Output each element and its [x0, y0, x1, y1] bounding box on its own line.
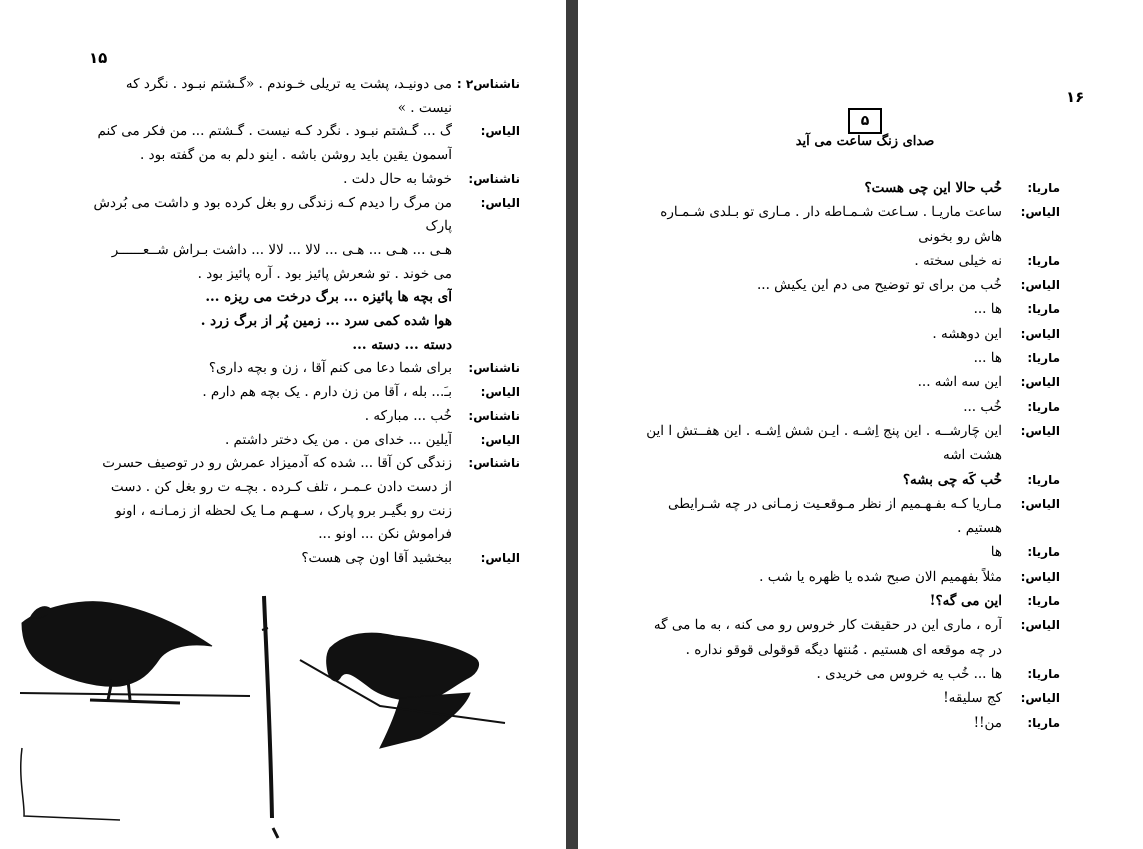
dialog-text [645, 540, 1002, 564]
speaker-name: ماریا: [1027, 181, 1060, 195]
left-crow-drawing [20, 602, 250, 820]
dialog-row [88, 547, 520, 571]
dialog-text [88, 286, 452, 357]
dialog-text-line: این سه اشه ... [917, 374, 1002, 391]
dialog-text [88, 120, 452, 167]
speaker-name: الیاس: [480, 124, 520, 139]
speaker-name: ماریا: [1027, 715, 1060, 730]
dialog-row [645, 200, 1060, 249]
speaker-name: ماریا: [1027, 666, 1060, 681]
dialog-row [88, 405, 520, 429]
dialog-text-line: می دونیـد، پشت یه تریلی خـوندم . «گـشتم نبـود . نگرد که [125, 76, 452, 92]
dialog-text-line: مـاریا کـه بفـهـمیم از نظر مـوقعـیت زمـانی در چه شـرایطی [668, 495, 1002, 512]
dialog-text [88, 73, 452, 120]
dialog-text [645, 589, 1002, 613]
dialog-text [645, 200, 1002, 249]
dialog-text-line: زندگی کن آقا ... شده که آدمیزاد عمرش رو در توصیف حسرت [102, 455, 452, 472]
dialog-row [645, 613, 1060, 662]
dialog-row [645, 297, 1060, 321]
speaker-name: الیاس: [480, 432, 520, 447]
dialog-row [88, 192, 520, 287]
dialog-text-line: برای شما دعا می کنم آقا ، زن و بچه داری؟ [208, 360, 452, 377]
speaker-name: الیاس: [1020, 278, 1060, 293]
dialog-text-line: دسته ... دسته ... [352, 336, 452, 353]
dialog-text-line: خُب من برای تو توضیح می دم این یکیش ... [757, 277, 1002, 294]
dialog-text [645, 249, 1002, 273]
speaker-name: الیاس: [1020, 569, 1060, 584]
dialog-text-line: ببخشید آقا اون چی هست؟ [301, 550, 452, 567]
dialog-row [645, 540, 1060, 564]
dialog-text-line: من مرگ را دیدم کـه زندگی رو بغل کرده بود و داشت می بُردش [93, 194, 452, 211]
dialog-row [645, 492, 1060, 541]
dialog-text-line: آی بچه ها پائیزه ... برگ درخت می ریزه ... [205, 289, 452, 306]
dialog-text-line: پارک [425, 218, 452, 235]
dialog-text-line: نیست . » [397, 99, 452, 116]
dialog-text-line: هستیم . [957, 520, 1002, 537]
dialog-text-line: من!! [973, 714, 1002, 731]
dialog-text [645, 565, 1002, 589]
dialog-text-line: نه خیلی سخته . [914, 252, 1002, 269]
speaker-name: الیاس: [1020, 205, 1060, 220]
dialog-text [645, 322, 1002, 346]
dialog-row [645, 370, 1060, 394]
dialog-text-line: خوشا به حال دلت . [343, 170, 452, 187]
speaker-name: ماریا: [1027, 472, 1060, 487]
dialog-text-line: از دست دادن عـمـر ، تلف کـرده . بچـه ت رو بغل کن . دست [110, 478, 452, 495]
speaker-name: ماریا: [1027, 302, 1060, 317]
dialog-text [88, 381, 452, 405]
scene-title: صدای زنگ ساعت می آید [795, 134, 935, 149]
speaker-name: الیاس: [1020, 375, 1060, 390]
dialog-row [645, 346, 1060, 370]
dialog-text [645, 273, 1002, 297]
right-page-dialog [645, 176, 1060, 735]
speaker-name: الیاس: [480, 551, 520, 566]
dialog-row [88, 357, 520, 381]
dialog-row [645, 322, 1060, 346]
speaker-name: الیاس: [1020, 326, 1060, 341]
left-page-number: ۱۵ [89, 49, 108, 67]
dialog-row [645, 468, 1060, 492]
dialog-row [88, 73, 520, 120]
dialog-text [645, 613, 1002, 662]
dialog-row [645, 273, 1060, 297]
dialog-text-line: ها ... خُب یه خروس می خریدی . [816, 665, 1002, 682]
dialog-row [645, 565, 1060, 589]
speaker-name: ماریا: [1027, 545, 1060, 560]
dialog-row [645, 686, 1060, 710]
left-page-dialog [88, 73, 520, 571]
dialog-row [88, 452, 520, 547]
dialog-row [645, 419, 1060, 468]
dialog-text [88, 168, 452, 192]
dialog-text-line: فراموش نکن ... اونو ... [318, 526, 452, 543]
dialog-text-line: کج سلیقه! [943, 690, 1002, 707]
dialog-text-line: گ ... گـشتم نبـود . نگرد کـه نیست . گـشتم ... من فکر می کنم [97, 123, 452, 140]
dialog-text [645, 395, 1002, 419]
speaker-name: الیاس: [1020, 618, 1060, 633]
speaker-name: ماریا: [1027, 594, 1060, 609]
dialog-text [645, 346, 1002, 370]
right-page-number: ۱۶ [1066, 88, 1085, 106]
dialog-text-line: ساعت ماریـا . سـاعت شـمـاطه دار . مـاری تو بـلدی شـمـاره [660, 204, 1002, 221]
speaker-name: ناشناس: [468, 408, 520, 423]
speaker-name: الیاس: [1020, 496, 1060, 511]
dialog-text-line: هاش رو بخونی [918, 228, 1002, 245]
dialog-text [645, 419, 1002, 468]
speaker-name: ناشناس: [468, 361, 520, 376]
dialog-text [645, 662, 1002, 686]
dialog-text [645, 492, 1002, 541]
dialog-text-line: آسمون یقین باید روشن باشه . اینو دلم به من گفته بود . [139, 147, 452, 164]
dialog-text-line: ها ... [973, 350, 1002, 367]
dialog-text [645, 176, 1002, 200]
book-spine [566, 0, 578, 849]
dialog-text [645, 711, 1002, 735]
speaker-name: الیاس: [480, 385, 520, 400]
speaker-name: الیاس: [1020, 691, 1060, 706]
speaker-name: ماریا: [1027, 399, 1060, 414]
dialog-text [645, 297, 1002, 321]
speaker-name: ناشناس۲ : [456, 77, 520, 91]
dialog-row [645, 711, 1060, 735]
dialog-text-line: هشت اشه [942, 447, 1002, 464]
dialog-text-line: این می گه؟! [929, 593, 1002, 610]
dialog-text-line: ها ... [973, 301, 1002, 318]
scene-number-box: ۵ [848, 108, 882, 134]
speaker-name: ماریا: [1027, 351, 1060, 366]
dialog-text-line: ها [990, 544, 1002, 561]
dialog-text [645, 686, 1002, 710]
dialog-text-line: خُب ... مبارکه . [364, 407, 452, 424]
dialog-text-line: این دوهشه . [932, 325, 1002, 342]
dialog-row [88, 381, 520, 405]
dialog-text [88, 452, 452, 547]
right-crow-drawing [300, 633, 505, 748]
dialog-text [88, 405, 452, 429]
dialog-text-line: خُب کَه چی بشه؟ [902, 471, 1002, 488]
dialog-text-line: این چَارشــه . این پنج اِشـه . ایـن شش اِشـه . این هفــتش ا این [646, 422, 1002, 439]
dialog-row [645, 176, 1060, 200]
dialog-text [88, 547, 452, 571]
dialog-row [645, 589, 1060, 613]
dialog-row [88, 429, 520, 453]
crow-illustration [0, 588, 566, 849]
dialog-text-line: در چه موقعه ای هستیم . مُنتها دیگه قوقولی قوقو نداره . [685, 641, 1002, 658]
speaker-name: الیاس: [1020, 423, 1060, 438]
speaker-name: ناشناس: [468, 171, 520, 186]
dialog-text-line: خُب ... [963, 398, 1002, 415]
dialog-row [88, 120, 520, 167]
dialog-text-line: هـی ... هـی ... هـی ... لالا ... لالا ... داشت بـراش شــعــــــر [111, 241, 452, 258]
dialog-row [645, 249, 1060, 273]
dialog-text [88, 357, 452, 381]
dialog-text-line: هوا شده کمی سرد ... زمین پُر از برگ زرد . [200, 313, 452, 330]
dialog-row [645, 395, 1060, 419]
speaker-name: ناشناس: [468, 456, 520, 471]
dialog-text-line: آیلین ... خدای من . من یک دختر داشتم . [224, 431, 452, 448]
dialog-row [645, 662, 1060, 686]
dialog-text [645, 468, 1002, 492]
branch-drawing [262, 596, 278, 838]
speaker-name: ماریا: [1027, 253, 1060, 268]
dialog-text-line: زنت رو بگیـر برو پارک ، سـهـم مـا یک لحظه از زمـانـه ، اونو [115, 502, 452, 519]
dialog-text [88, 192, 452, 287]
dialog-text [88, 429, 452, 453]
dialog-text-line: خُب حالا این چی هست؟ [864, 180, 1002, 196]
dialog-row [88, 286, 520, 357]
dialog-text-line: آره ، ماری این در حقیقت کار خروس رو می کنه ، به ما می گه [653, 617, 1002, 634]
speaker-name: الیاس: [480, 195, 520, 210]
dialog-row [88, 168, 520, 192]
dialog-text-line: مثلاً بفهمیم الان صبح شده یا ظهره یا شب . [759, 568, 1002, 585]
dialog-text [645, 370, 1002, 394]
dialog-text-line: بـَ... بله ، آقا من زن دارم . یک بچه هم دارم . [202, 384, 452, 401]
dialog-text-line: می خوند . تو شعرش پائیز بود . آره پائیز بود . [197, 265, 452, 282]
